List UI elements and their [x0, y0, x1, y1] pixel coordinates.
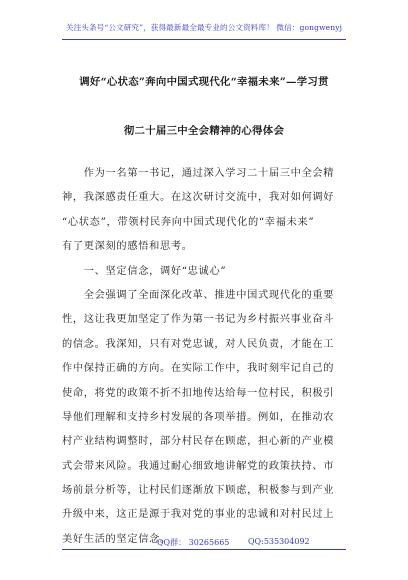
paragraph-line: 有了更深刻的感悟和思考。	[62, 241, 193, 253]
paragraph-line: 导他们理解和支持乡村发展的各项举措。例如，在推动农	[62, 411, 335, 423]
paragraph-line: 性，这让我更加坚定了作为第一书记为乡村振兴事业奋斗	[62, 314, 335, 326]
paragraph-line: 作中保持正确的方向。在实际工作中，我时刻牢记自己的	[62, 363, 335, 375]
header-divider	[62, 39, 346, 40]
footer-qq-contact: QQ:535304092	[248, 537, 310, 546]
paragraph-line: 使命，将党的政策不折不扣地传达给每一位村民，积极引	[62, 387, 335, 399]
paragraph-line: “心状态”，带领村民奔向中国式现代化的“幸福未来”	[62, 216, 315, 228]
document-body	[62, 162, 345, 552]
document-title-line-1: 调好“心状态”奔向中国式现代化“幸福未来”—学习贯	[79, 76, 329, 88]
paragraph-line: 美好生活的坚定信念。	[62, 533, 171, 545]
paragraph-line: 升级中来，这正是源于我对党的事业的忠诚和对村民过上	[62, 509, 335, 521]
paragraph-line: 的信念。我深知，只有对党忠诚，对人民负责，才能在工	[62, 338, 335, 350]
paragraph-line: 式会带来风险。我通过耐心细致地讲解党的政策扶持、市	[62, 460, 335, 472]
paragraph-line: 神，我深感责任重大。在这次研讨交流中，我对如何调好	[62, 192, 335, 204]
paragraph-line: 作为一名第一书记，通过深入学习二十届三中全会精	[62, 168, 335, 179]
footer-qq-group: QQ群： 30265665	[157, 538, 230, 547]
paragraph-line: 全会强调了全面深化改革、推进中国式现代化的重要	[62, 289, 335, 301]
paragraph-line: 村产业结构调整时，部分村民存在顾虑，担心新的产业模	[62, 436, 335, 448]
paragraph-line: 场前景分析等，让村民们逐渐放下顾虑，积极参与到产业	[62, 485, 335, 497]
footer-divider	[62, 549, 346, 550]
document-title-line-2: 彻二十届三中全会精神的心得体会	[123, 125, 285, 137]
section-heading: 一、坚定信念，调好“忠诚心”	[62, 265, 227, 277]
header-note: 关注头条号“公文研究”，获得最新最全最专业的公文资料库！ 微信：gongwenyj	[65, 23, 343, 32]
